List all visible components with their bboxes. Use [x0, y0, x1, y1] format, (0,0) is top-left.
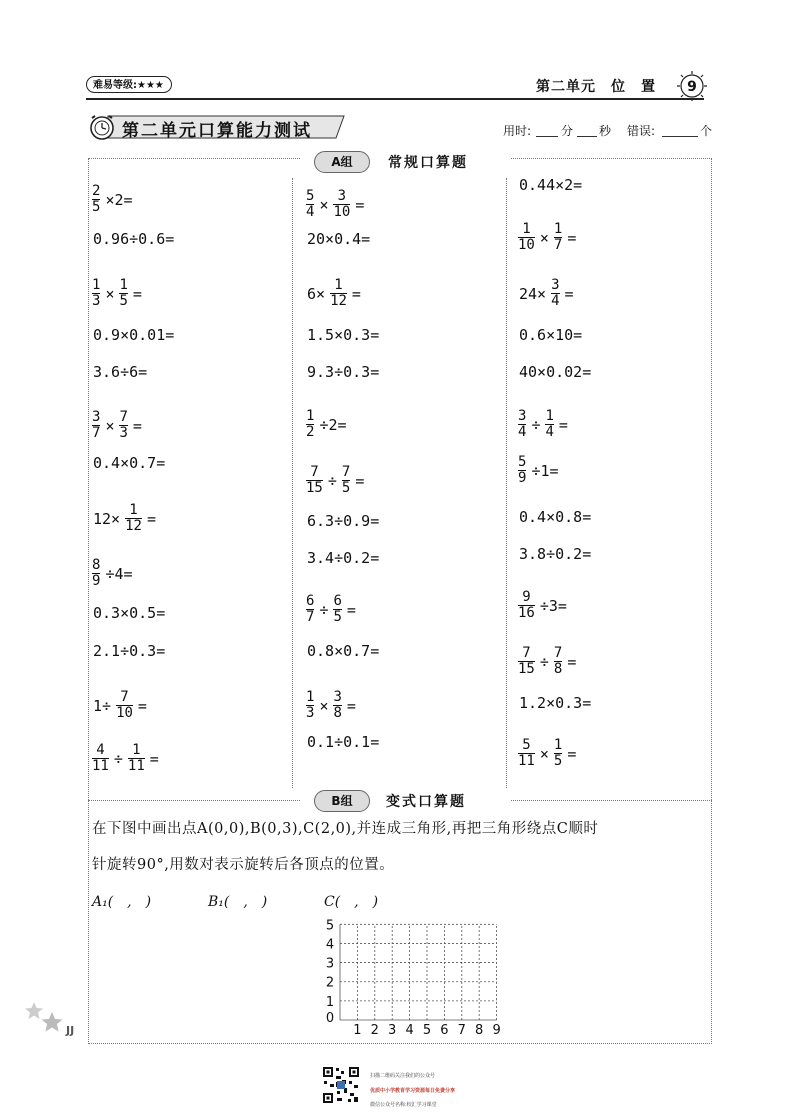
- y-axis-label: 4: [325, 937, 335, 953]
- denominator: 15: [306, 480, 323, 496]
- denominator: 3: [92, 293, 101, 309]
- denominator: 5: [92, 199, 101, 215]
- fraction: [128, 743, 145, 774]
- x-axis-label: 5: [422, 1023, 432, 1038]
- column-divider: [292, 178, 293, 788]
- numerator: 1: [129, 502, 138, 518]
- denominator: 4: [551, 293, 560, 309]
- section-b-title: 变式口算题: [386, 794, 466, 810]
- numerator: 1: [553, 221, 563, 237]
- problem-text: =: [146, 509, 156, 528]
- fraction: [518, 590, 535, 621]
- instruction-line-1: 在下图中画出点A(0,0),B(0,3),C(2,0),并连成三角形,再把三角形绕点C顺时: [92, 821, 599, 837]
- numerator: 7: [310, 464, 319, 480]
- time-label: 用时:: [503, 124, 532, 138]
- problem-text: 0.3×0.5=: [93, 604, 166, 622]
- fraction: [554, 738, 562, 769]
- x-axis-label: 2: [370, 1023, 379, 1038]
- problem-item: [304, 189, 367, 220]
- problem-item: [304, 278, 364, 309]
- y-axis-label: 1: [325, 994, 335, 1010]
- problem-text: 2.1÷0.3=: [93, 642, 166, 660]
- problem-text: =: [351, 284, 361, 303]
- x-axis-label: 8: [475, 1023, 484, 1038]
- denominator: 11: [518, 753, 535, 769]
- numerator: 3: [333, 689, 342, 705]
- denominator: 5: [119, 293, 128, 309]
- fraction: [545, 409, 553, 440]
- denominator: 11: [92, 758, 109, 774]
- denominator: 7: [553, 237, 563, 253]
- problem-item: [90, 230, 177, 248]
- numerator: 5: [522, 737, 531, 753]
- test-title: 第二单元口算能力测试: [122, 121, 312, 141]
- problem-item: [304, 409, 350, 440]
- problem-item: [304, 230, 373, 248]
- x-axis-label: 0: [325, 1011, 335, 1026]
- column-divider: [506, 178, 507, 788]
- problem-text: 9.3÷0.3=: [307, 363, 380, 381]
- numerator: 7: [119, 409, 128, 425]
- problem-item: [516, 278, 577, 309]
- problem-item: [304, 594, 359, 625]
- numerator: 7: [522, 645, 531, 661]
- fraction: [518, 455, 526, 486]
- problem-text: ÷: [531, 415, 541, 434]
- problem-text: ÷: [319, 600, 329, 619]
- denominator: 4: [518, 424, 527, 440]
- y-axis-label: 3: [325, 956, 335, 972]
- denominator: 5: [341, 480, 351, 496]
- fraction: [306, 189, 314, 220]
- numerator: 3: [551, 277, 560, 293]
- numerator: 1: [553, 737, 563, 753]
- section-b-pill: B组: [314, 790, 370, 812]
- coordinate-grid[interactable]: [322, 916, 501, 1038]
- problem-text: 20×0.4=: [307, 230, 371, 248]
- answer-c[interactable]: C( , ): [324, 894, 379, 910]
- numerator: 1: [334, 277, 343, 293]
- numerator: 5: [518, 454, 527, 470]
- problem-item: [304, 465, 367, 496]
- fraction: [306, 465, 323, 496]
- denominator: 10: [116, 705, 133, 721]
- errors-unit: 个: [700, 124, 713, 138]
- problem-item: [304, 326, 382, 344]
- numerator: 3: [92, 409, 101, 425]
- instruction-line-2: 针旋转90°,用数对表示旋转后各顶点的位置。: [92, 857, 395, 873]
- problem-text: 3.6÷6=: [93, 363, 148, 381]
- problem-text: =: [346, 696, 356, 715]
- problem-item: [90, 326, 177, 344]
- problem-item: [304, 549, 382, 567]
- problem-item: [516, 409, 571, 440]
- problem-item: [90, 410, 145, 441]
- numerator: 3: [337, 188, 347, 204]
- problem-text: ÷: [539, 652, 549, 671]
- problem-text: 0.1÷0.1=: [307, 733, 380, 751]
- fraction: [119, 410, 127, 441]
- numerator: 1: [306, 408, 315, 424]
- difficulty-tag: 难易等级:★★★: [86, 76, 172, 93]
- numerator: 1: [132, 742, 141, 758]
- numerator: 1: [92, 277, 101, 293]
- answer-a1[interactable]: A₁( , ): [92, 894, 152, 910]
- footer-line-1: 扫描二维码关注我们的公众号: [370, 1073, 436, 1079]
- fraction: [518, 222, 535, 253]
- problem-text: ×: [105, 284, 115, 303]
- problem-item: [90, 558, 136, 589]
- star-decoration-icon: [24, 1000, 84, 1044]
- problem-text: 1.5×0.3=: [307, 326, 380, 344]
- problem-text: ×: [539, 228, 549, 247]
- fraction: [306, 594, 314, 625]
- alarm-clock-icon: [91, 116, 113, 139]
- fraction: [92, 410, 100, 441]
- fraction: [125, 503, 142, 534]
- denominator: 15: [518, 661, 535, 677]
- x-axis-label: 7: [457, 1023, 466, 1038]
- problem-text: =: [564, 284, 574, 303]
- fraction: [333, 594, 341, 625]
- problem-text: =: [567, 652, 577, 671]
- numerator: 7: [120, 689, 129, 705]
- denominator: 11: [127, 758, 145, 774]
- fraction: [92, 558, 100, 589]
- minutes-unit: 分: [561, 124, 574, 138]
- numerator: 7: [553, 645, 563, 661]
- problem-item: [90, 604, 168, 622]
- denominator: 4: [545, 424, 554, 440]
- denominator: 9: [518, 470, 527, 486]
- problem-text: ÷2=: [319, 415, 347, 434]
- numerator: 1: [545, 408, 554, 424]
- problem-text: 40×0.02=: [519, 363, 592, 381]
- errors-label: 错误:: [627, 124, 656, 138]
- denominator: 10: [518, 237, 535, 253]
- numerator: 1: [119, 277, 128, 293]
- problem-item: [516, 363, 594, 381]
- problem-text: =: [558, 415, 568, 434]
- numerator: 6: [306, 593, 315, 609]
- problem-text: 1.2×0.3=: [519, 694, 592, 712]
- problem-text: 6×: [307, 284, 326, 303]
- problem-text: ×: [319, 696, 329, 715]
- problem-text: 6.3÷0.9=: [307, 512, 380, 530]
- seconds-blank[interactable]: [577, 136, 597, 137]
- problem-text: =: [132, 416, 142, 435]
- problem-item: [516, 176, 585, 194]
- fraction: [518, 738, 535, 769]
- denominator: 2: [306, 424, 315, 440]
- numerator: 8: [92, 557, 101, 573]
- numerator: 1: [306, 689, 315, 705]
- problem-text: ÷4=: [105, 564, 133, 583]
- problem-text: 3.4÷0.2=: [307, 549, 380, 567]
- fraction: [518, 646, 535, 677]
- numerator: 9: [522, 589, 531, 605]
- problem-text: ×: [539, 744, 549, 763]
- denominator: 5: [553, 753, 563, 769]
- denominator: 8: [553, 661, 563, 677]
- denominator: 5: [333, 609, 342, 625]
- problem-text: =: [567, 744, 577, 763]
- problem-text: =: [132, 284, 142, 303]
- problem-item: [304, 642, 382, 660]
- denominator: 16: [518, 605, 535, 621]
- fraction: [551, 278, 559, 309]
- page-number: 9: [687, 79, 697, 95]
- fraction: [330, 278, 347, 309]
- problem-item: [90, 743, 162, 774]
- x-axis-label: 4: [405, 1023, 414, 1038]
- footer-line-2: 优质中小学教育学习资源每日免费分享: [370, 1088, 456, 1094]
- denominator: 9: [92, 573, 101, 589]
- problem-text: 0.8×0.7=: [307, 642, 380, 660]
- problem-item: [516, 455, 562, 486]
- denominator: 10: [333, 204, 351, 220]
- denominator: 7: [92, 425, 101, 441]
- problem-text: 0.44×2=: [519, 176, 583, 194]
- worksheet-frame: [88, 158, 712, 1044]
- problem-item: [90, 690, 150, 721]
- problem-text: =: [137, 696, 147, 715]
- header-rule: [86, 98, 704, 100]
- fraction: [333, 690, 341, 721]
- problem-item: [304, 512, 382, 530]
- numerator: 7: [341, 464, 351, 480]
- problem-text: ÷1=: [531, 461, 559, 480]
- unit-title: 第二单元 位 置: [536, 79, 656, 95]
- minutes-blank[interactable]: [536, 136, 558, 137]
- problem-text: ×: [319, 195, 329, 214]
- problem-item: [304, 733, 382, 751]
- x-axis-label: 3: [388, 1023, 397, 1038]
- numerator: 2: [92, 183, 101, 199]
- problem-text: ×2=: [105, 190, 133, 209]
- problem-item: [516, 694, 594, 712]
- section-a-title: 常规口算题: [388, 155, 468, 171]
- numerator: 4: [96, 742, 105, 758]
- problem-text: 3.8÷0.2=: [519, 545, 592, 563]
- denominator: 12: [125, 518, 142, 534]
- denominator: 3: [306, 705, 315, 721]
- x-axis-label: 6: [440, 1023, 449, 1038]
- problem-text: 1÷: [93, 696, 112, 715]
- problem-item: [516, 508, 594, 526]
- x-axis-label: 9: [492, 1023, 501, 1038]
- problem-text: =: [346, 600, 356, 619]
- errors-blank[interactable]: [662, 136, 698, 137]
- fraction: [554, 222, 562, 253]
- denominator: 8: [333, 705, 342, 721]
- problem-item: [90, 642, 168, 660]
- problem-item: [90, 363, 150, 381]
- problem-item: [90, 503, 159, 534]
- problem-text: 0.4×0.8=: [519, 508, 592, 526]
- fraction: [342, 465, 350, 496]
- denominator: 4: [306, 204, 315, 220]
- problem-text: 24×: [519, 284, 547, 303]
- problem-item: [516, 326, 585, 344]
- problem-item: [516, 646, 579, 677]
- numerator: 3: [518, 408, 527, 424]
- fraction: [92, 278, 100, 309]
- problem-item: [516, 545, 594, 563]
- fraction: [554, 646, 562, 677]
- problem-item: [516, 590, 570, 621]
- denominator: 12: [330, 293, 347, 309]
- problem-item: [516, 222, 579, 253]
- fraction: [92, 184, 100, 215]
- problem-item: [90, 184, 136, 215]
- denominator: 7: [306, 609, 315, 625]
- corner-mark: JJ: [66, 1024, 75, 1037]
- numerator: 5: [306, 188, 315, 204]
- answer-b1[interactable]: B₁( , ): [208, 894, 268, 910]
- fraction: [306, 409, 314, 440]
- qr-code-icon: [322, 1066, 360, 1104]
- problem-text: =: [567, 228, 577, 247]
- problem-text: 12×: [93, 509, 121, 528]
- footer-line-3: 微信公众号名称:校汇学习课堂: [370, 1102, 437, 1108]
- numerator: 6: [333, 593, 342, 609]
- fraction: [518, 409, 526, 440]
- problem-text: 0.6×10=: [519, 326, 583, 344]
- problem-text: ÷: [113, 749, 123, 768]
- problem-item: [90, 454, 168, 472]
- section-a-pill: A组: [314, 151, 370, 173]
- fraction: [333, 189, 350, 220]
- problem-text: ÷: [327, 471, 337, 490]
- seconds-unit: 秒: [599, 124, 612, 138]
- problem-item: [90, 278, 145, 309]
- problem-text: =: [355, 195, 365, 214]
- problem-text: 0.9×0.01=: [93, 326, 175, 344]
- x-axis-label: 1: [353, 1023, 362, 1038]
- problem-text: ×: [105, 416, 115, 435]
- fraction: [116, 690, 133, 721]
- problem-text: 0.4×0.7=: [93, 454, 166, 472]
- numerator: 1: [522, 221, 531, 237]
- fraction: [92, 743, 109, 774]
- fraction: [119, 278, 127, 309]
- problem-text: ÷3=: [539, 596, 567, 615]
- problem-item: [516, 738, 579, 769]
- problem-item: [304, 690, 359, 721]
- problem-text: 0.96÷0.6=: [93, 230, 175, 248]
- y-axis-label: 5: [325, 918, 335, 934]
- y-axis-label: 2: [325, 975, 335, 991]
- problem-item: [304, 363, 382, 381]
- problem-text: =: [149, 749, 159, 768]
- fraction: [306, 690, 314, 721]
- problem-text: =: [355, 471, 365, 490]
- denominator: 3: [119, 425, 128, 441]
